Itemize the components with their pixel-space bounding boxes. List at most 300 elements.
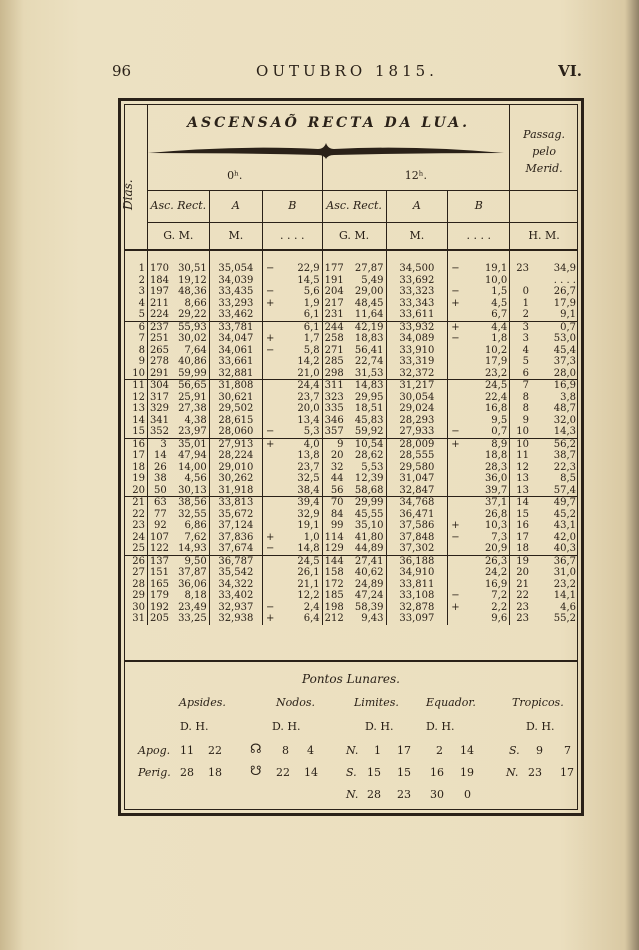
asc0-min: 14,93: [178, 543, 207, 554]
passag-line-2: pelo: [532, 145, 556, 158]
b0-value: 5,3: [303, 426, 320, 437]
unit-dots-0: . . . .: [262, 222, 322, 250]
asc0-deg: 265: [149, 344, 170, 356]
b12-value: 4,4: [491, 321, 508, 333]
b0-value: 22,9: [297, 263, 320, 274]
b12-sign: [450, 556, 460, 568]
perig-hour: 18: [208, 766, 222, 779]
day: 18: [132, 461, 145, 473]
asc12-deg: 346: [324, 414, 344, 426]
a12-value-column: [386, 555, 448, 625]
pass-min: 16,9: [553, 380, 576, 391]
asc0-deg: 352: [149, 426, 170, 437]
b0-sign: [265, 392, 275, 404]
lunar-points-section: [124, 660, 578, 812]
unit-m-12: M.: [386, 222, 448, 250]
asc0-deg: 237: [149, 321, 170, 333]
b12-value-column: [463, 497, 510, 556]
b0-sign: [265, 520, 275, 532]
asc12-deg: 258: [324, 333, 344, 344]
asc12-min: 41,80: [354, 531, 384, 543]
b0-value: 2,4: [303, 601, 320, 613]
a12-value: 37,586: [399, 520, 435, 531]
b0-sign: [265, 309, 275, 321]
b12-value: 37,1: [484, 497, 508, 508]
b12-sign-column: [448, 555, 463, 625]
a0-value: 37,124: [218, 520, 254, 531]
tropico1-hour: 7: [564, 744, 571, 757]
pass-hour: 0: [522, 286, 529, 297]
b0-value: 38,4: [297, 484, 320, 496]
b12-sign: [450, 473, 460, 485]
a0-value-column: [209, 497, 262, 556]
pass-hour: 11: [516, 450, 529, 461]
b12-sign-column: [448, 497, 463, 556]
pass-min: 3,8: [560, 391, 576, 403]
asc0-min: 23,49: [178, 601, 207, 613]
a12-value: 28,555: [399, 450, 435, 461]
pass-hour-column: [510, 497, 531, 556]
pass-hour: 9: [522, 414, 529, 426]
b12-sign: [450, 380, 460, 392]
perig-label: Perig.: [138, 766, 171, 779]
pass-min-column: [531, 321, 578, 380]
a12-value: 34,089: [399, 333, 435, 344]
pass-hour: 14: [516, 497, 529, 508]
asc12-min: 44,89: [354, 543, 384, 554]
asc0-min: 35,01: [178, 438, 207, 450]
b0-value: 24,4: [297, 380, 320, 391]
brace-decoration: [148, 143, 504, 165]
pass-min: 57,4: [553, 484, 576, 496]
asc0-min: 25,91: [178, 391, 207, 403]
asc12-min: 11,64: [354, 309, 384, 320]
asc12-deg-column: [322, 497, 345, 556]
b12-value: 4,5: [491, 297, 508, 309]
pass-hour: 12: [516, 461, 529, 473]
b0-value: 21,0: [297, 367, 320, 379]
b0-sign: [265, 485, 275, 497]
b12-value: 0,7: [491, 426, 508, 437]
a12-value: 34,500: [399, 263, 435, 274]
pass-hour: 13: [516, 473, 529, 484]
lunar-title: Pontos Lunares.: [302, 672, 400, 686]
pass-min-column: [531, 555, 578, 625]
a0-value: 32,937: [218, 601, 254, 613]
asc0-min: 30,02: [178, 333, 207, 344]
pass-hour: 10: [516, 426, 529, 437]
asc12-min: 5,49: [361, 274, 384, 286]
b12-value: 26,8: [484, 508, 508, 520]
asc0-min: 4,38: [184, 414, 207, 426]
pass-min: 4,6: [560, 601, 576, 613]
a0-value: 33,435: [218, 286, 254, 297]
asc0-min: 8,66: [184, 297, 207, 309]
pass-hour: 23: [516, 613, 529, 624]
a12-value: 33,108: [399, 590, 435, 601]
asc0-min: 32,55: [178, 508, 207, 520]
pass-hour: 21: [516, 578, 529, 590]
b0-sign: +: [265, 438, 275, 450]
day: 13: [132, 403, 145, 414]
a0-value-column: [209, 438, 262, 497]
day-group: [124, 555, 578, 625]
passag-line-1: Passag.: [523, 128, 566, 141]
pass-min: 28,0: [553, 367, 576, 379]
pass-min: 49,7: [553, 497, 576, 508]
asc12-min: 45,55: [354, 508, 384, 520]
equador-dh: D. H.: [426, 720, 455, 733]
b12-sign-column: [448, 321, 463, 380]
b12-sign: [450, 509, 460, 521]
b0-sign-column: [262, 250, 277, 321]
asc0-min: 56,65: [178, 380, 207, 391]
limit2-day: 15: [367, 766, 381, 779]
b0-sign: [265, 497, 275, 509]
a12-value-column: [386, 321, 448, 380]
apog-day: 11: [180, 744, 194, 757]
a12-value: 37,302: [399, 543, 435, 554]
asc0-min: 40,86: [178, 356, 207, 367]
descending-node-icon: ☋: [250, 764, 262, 779]
a0-value: 34,039: [218, 274, 254, 286]
a12-value: 27,933: [399, 426, 435, 437]
asc0-min: 7,64: [184, 344, 207, 356]
a0-value: 34,061: [218, 344, 254, 356]
asc0-deg: 77: [154, 508, 167, 520]
limites-header: Limites.: [354, 696, 399, 709]
b0-value-column: [277, 497, 322, 556]
b0-sign: −: [265, 263, 275, 274]
asc12-min: 45,83: [354, 414, 384, 426]
b0-value: 13,4: [297, 414, 320, 426]
asc0-min-column: [169, 380, 209, 439]
a12-value: 37,848: [399, 531, 435, 543]
asc12-deg: 323: [324, 391, 344, 403]
pass-min: 17,9: [553, 297, 576, 309]
b0-value: 23,7: [297, 461, 320, 473]
b12-sign: [450, 345, 460, 357]
b12-value: 8,9: [491, 438, 508, 450]
a-header-12: A: [386, 190, 448, 222]
asc0-min-column: [169, 438, 209, 497]
a12-value: 33,811: [399, 578, 435, 590]
tropico1-sign: S.: [509, 744, 520, 757]
a12-value: 29,024: [399, 403, 435, 414]
asc12-min: 48,45: [354, 297, 384, 309]
pass-min: 38,7: [553, 450, 576, 461]
a12-value: 31,217: [399, 380, 435, 391]
asc12-deg-column: [322, 438, 345, 497]
b0-sign: [265, 275, 275, 287]
a12-value: 33,323: [399, 286, 435, 297]
asc0-deg-column: [147, 380, 168, 439]
b0-sign: +: [265, 333, 275, 344]
b12-value: 24,5: [484, 380, 508, 391]
day-group: [124, 438, 578, 497]
pass-min: 22,3: [553, 461, 576, 473]
asc0-min-column: [169, 555, 209, 625]
b12-value: 16,8: [484, 403, 508, 414]
asc0-deg: 170: [149, 263, 170, 274]
asc0-min: 47,94: [178, 450, 207, 461]
asc0-deg: 278: [149, 356, 170, 367]
asc12-min-column: [346, 497, 386, 556]
pass-min: 36,7: [553, 555, 576, 567]
day-group: [124, 321, 578, 380]
asc0-deg: 107: [149, 531, 170, 543]
a12-value: 34,910: [399, 567, 435, 578]
asc0-min: 36,06: [178, 578, 207, 590]
pass-hour: 5: [522, 356, 529, 367]
day: 22: [132, 508, 145, 520]
asc0-deg: 211: [149, 297, 170, 309]
b12-sign: +: [451, 321, 460, 333]
b0-sign: [265, 556, 275, 568]
nodos-header: Nodos.: [276, 696, 316, 709]
asc0-deg-column: [147, 321, 168, 380]
a0-value-column: [209, 555, 262, 625]
pass-hour: 13: [516, 484, 529, 496]
day: 25: [132, 543, 145, 554]
b12-value: 17,9: [484, 356, 508, 367]
pass-min: 55,2: [553, 613, 576, 624]
pass-hour-column: [510, 321, 531, 380]
asc0-min: 27,38: [178, 403, 207, 414]
perig-day: 28: [180, 766, 194, 779]
day: 1: [138, 263, 145, 274]
equador-header: Equador.: [426, 696, 476, 709]
asc0-deg: 329: [149, 403, 170, 414]
a0-value-column: [209, 250, 262, 321]
asc0-min: 33,25: [178, 613, 207, 624]
b12-value: 22,4: [484, 391, 508, 403]
asc0-deg: 224: [149, 309, 170, 320]
asc12-deg: 357: [324, 426, 344, 437]
b0-sign: +: [265, 613, 275, 624]
asc12-deg: 217: [324, 297, 344, 309]
b12-sign: +: [451, 520, 460, 531]
b12-value-column: [463, 380, 510, 439]
b12-sign: −: [451, 333, 460, 344]
asc12-min: 18,83: [354, 333, 384, 344]
day: 16: [132, 438, 145, 450]
asc0-deg: 179: [149, 590, 170, 601]
a0-value: 37,674: [218, 543, 254, 554]
day: 10: [132, 367, 145, 379]
b0-value: 1,0: [303, 531, 320, 543]
b12-sign: [450, 543, 460, 555]
a12-value-column: [386, 438, 448, 497]
a0-value: 33,781: [218, 321, 254, 333]
day: 4: [138, 297, 145, 309]
a12-value: 33,910: [399, 344, 435, 356]
asc12-min: 10,54: [354, 438, 384, 450]
asc12-deg: 198: [324, 601, 344, 613]
pass-hour: 15: [516, 508, 529, 520]
b0-sign-column: [262, 380, 277, 439]
pass-hour: 22: [516, 590, 529, 601]
b0-sign-column: [262, 497, 277, 556]
b12-value: 36,0: [484, 473, 508, 484]
asc0-deg: 3: [160, 438, 167, 450]
asc12-deg: 44: [330, 473, 344, 484]
b12-value: 20,9: [484, 543, 508, 554]
day: 20: [132, 484, 145, 496]
a0-value: 34,322: [218, 578, 254, 590]
a12-value: 33,343: [399, 297, 435, 309]
asc0-deg: 50: [154, 484, 167, 496]
a12-value: 33,097: [399, 613, 435, 624]
a0-value: 32,938: [218, 613, 254, 624]
asc12-min: 24,89: [354, 578, 384, 590]
asc12-deg: 285: [324, 356, 344, 367]
asc12-min: 22,74: [354, 356, 384, 367]
b0-value: 32,9: [297, 508, 320, 520]
b12-sign: [450, 462, 460, 474]
asc12-min-column: [346, 380, 386, 439]
b0-value-column: [277, 321, 322, 380]
a0-value: 33,402: [218, 590, 254, 601]
b12-sign: [450, 403, 460, 415]
asc0-min-column: [169, 497, 209, 556]
limit1-sign: N.: [346, 744, 359, 757]
pass-min-column: [531, 250, 578, 321]
a0-value: 30,621: [218, 391, 254, 403]
asc12-min: 27,87: [354, 263, 384, 274]
asc0-min: 30,13: [178, 484, 207, 496]
equador3-hour: 0: [464, 788, 471, 801]
passag-blank: [510, 190, 578, 222]
limit3-sign: N.: [346, 788, 359, 801]
asc0-min: 23,97: [178, 426, 207, 437]
b0-sign: [265, 322, 275, 334]
day: 3: [138, 286, 145, 297]
day: 30: [132, 601, 145, 613]
pass-hour: 2: [522, 309, 529, 320]
pass-min-column: [531, 380, 578, 439]
b12-value: 1,5: [491, 286, 508, 297]
b0-sign: [265, 356, 275, 368]
asc12-deg: 244: [324, 321, 344, 333]
pass-min: 53,0: [553, 333, 576, 344]
day: 14: [132, 414, 145, 426]
asc0-min-column: [169, 321, 209, 380]
pass-min: 45,2: [553, 508, 576, 520]
a12-value: 32,878: [399, 601, 435, 613]
day: 5: [138, 309, 145, 320]
b12-sign: [450, 485, 460, 497]
asc12-min-column: [346, 555, 386, 625]
asc0-deg-column: [147, 555, 168, 625]
a12-value-column: [386, 497, 448, 556]
unit-gm-0: G. M.: [147, 222, 209, 250]
asc-rect-header-0: Asc. Rect.: [147, 190, 209, 222]
asc12-min: 27,41: [354, 555, 384, 567]
b0-value: 39,4: [297, 497, 320, 508]
a0-value: 33,293: [218, 297, 254, 309]
b0-value: 5,8: [303, 344, 320, 356]
a0-value: 33,462: [218, 309, 254, 320]
asc12-min-column: [346, 250, 386, 321]
b12-sign: +: [451, 438, 460, 450]
b0-value: 24,5: [297, 555, 320, 567]
day: 31: [132, 613, 145, 624]
b0-value: 1,7: [303, 333, 320, 344]
limit2-sign: S.: [346, 766, 357, 779]
node1-hour: 4: [307, 744, 314, 757]
day: 27: [132, 567, 145, 578]
asc12-deg: 84: [330, 508, 344, 520]
asc12-deg: 271: [324, 344, 344, 356]
b0-value: 23,7: [297, 391, 320, 403]
asc12-deg: 158: [324, 567, 344, 578]
day: 17: [132, 450, 145, 461]
b0-value: 13,8: [297, 450, 320, 461]
asc12-deg: 20: [330, 450, 344, 461]
asc0-deg: 291: [149, 367, 170, 379]
pass-min: 43,1: [553, 520, 576, 531]
asc12-deg: 114: [324, 531, 344, 543]
asc0-deg: 251: [149, 333, 170, 344]
b0-sign: [265, 509, 275, 521]
asc12-deg-column: [322, 380, 345, 439]
b12-sign: [450, 368, 460, 380]
day: 7: [138, 333, 145, 344]
asc12-min-column: [346, 321, 386, 380]
tropico2-day: 23: [528, 766, 542, 779]
asc12-deg: 231: [324, 309, 344, 320]
a0-value: 36,787: [218, 555, 254, 567]
asc0-deg: 26: [154, 461, 167, 473]
b12-sign-column: [448, 380, 463, 439]
asc12-min: 47,24: [354, 590, 384, 601]
a0-value: 35,054: [218, 263, 254, 274]
asc0-deg: 151: [149, 567, 170, 578]
asc0-deg: 122: [149, 543, 170, 554]
a12-value: 36,471: [399, 508, 435, 520]
time-0h-header: 0ʰ.: [147, 150, 322, 190]
pass-min: 34,9: [553, 263, 576, 274]
b12-value: 2,2: [491, 601, 508, 613]
asc12-min: 29,95: [354, 391, 384, 403]
tropico2-hour: 17: [560, 766, 574, 779]
b0-value: 6,1: [303, 309, 320, 320]
b0-sign: [265, 380, 275, 392]
asc12-deg: 177: [324, 263, 344, 274]
b0-sign: +: [265, 297, 275, 309]
day-group: [124, 380, 578, 439]
b-header-12: B: [448, 190, 510, 222]
pass-hour: [512, 275, 529, 287]
asc12-min: 42,19: [354, 321, 384, 333]
asc12-min: 59,92: [354, 426, 384, 437]
day: 29: [132, 590, 145, 601]
section-number: VI.: [558, 62, 582, 80]
a12-value: 33,319: [399, 356, 435, 367]
asc0-min: 48,36: [178, 286, 207, 297]
b0-value: 12,2: [297, 590, 320, 601]
a12-value-column: [386, 250, 448, 321]
asc0-deg: 165: [149, 578, 170, 590]
pass-min: . . . .: [553, 274, 576, 286]
b0-value: 14,5: [297, 274, 320, 286]
asc0-min: 37,87: [178, 567, 207, 578]
b12-value-column: [463, 321, 510, 380]
ascension-table: [124, 104, 578, 625]
pass-hour: 4: [522, 344, 529, 356]
pass-hour: 3: [522, 333, 529, 344]
